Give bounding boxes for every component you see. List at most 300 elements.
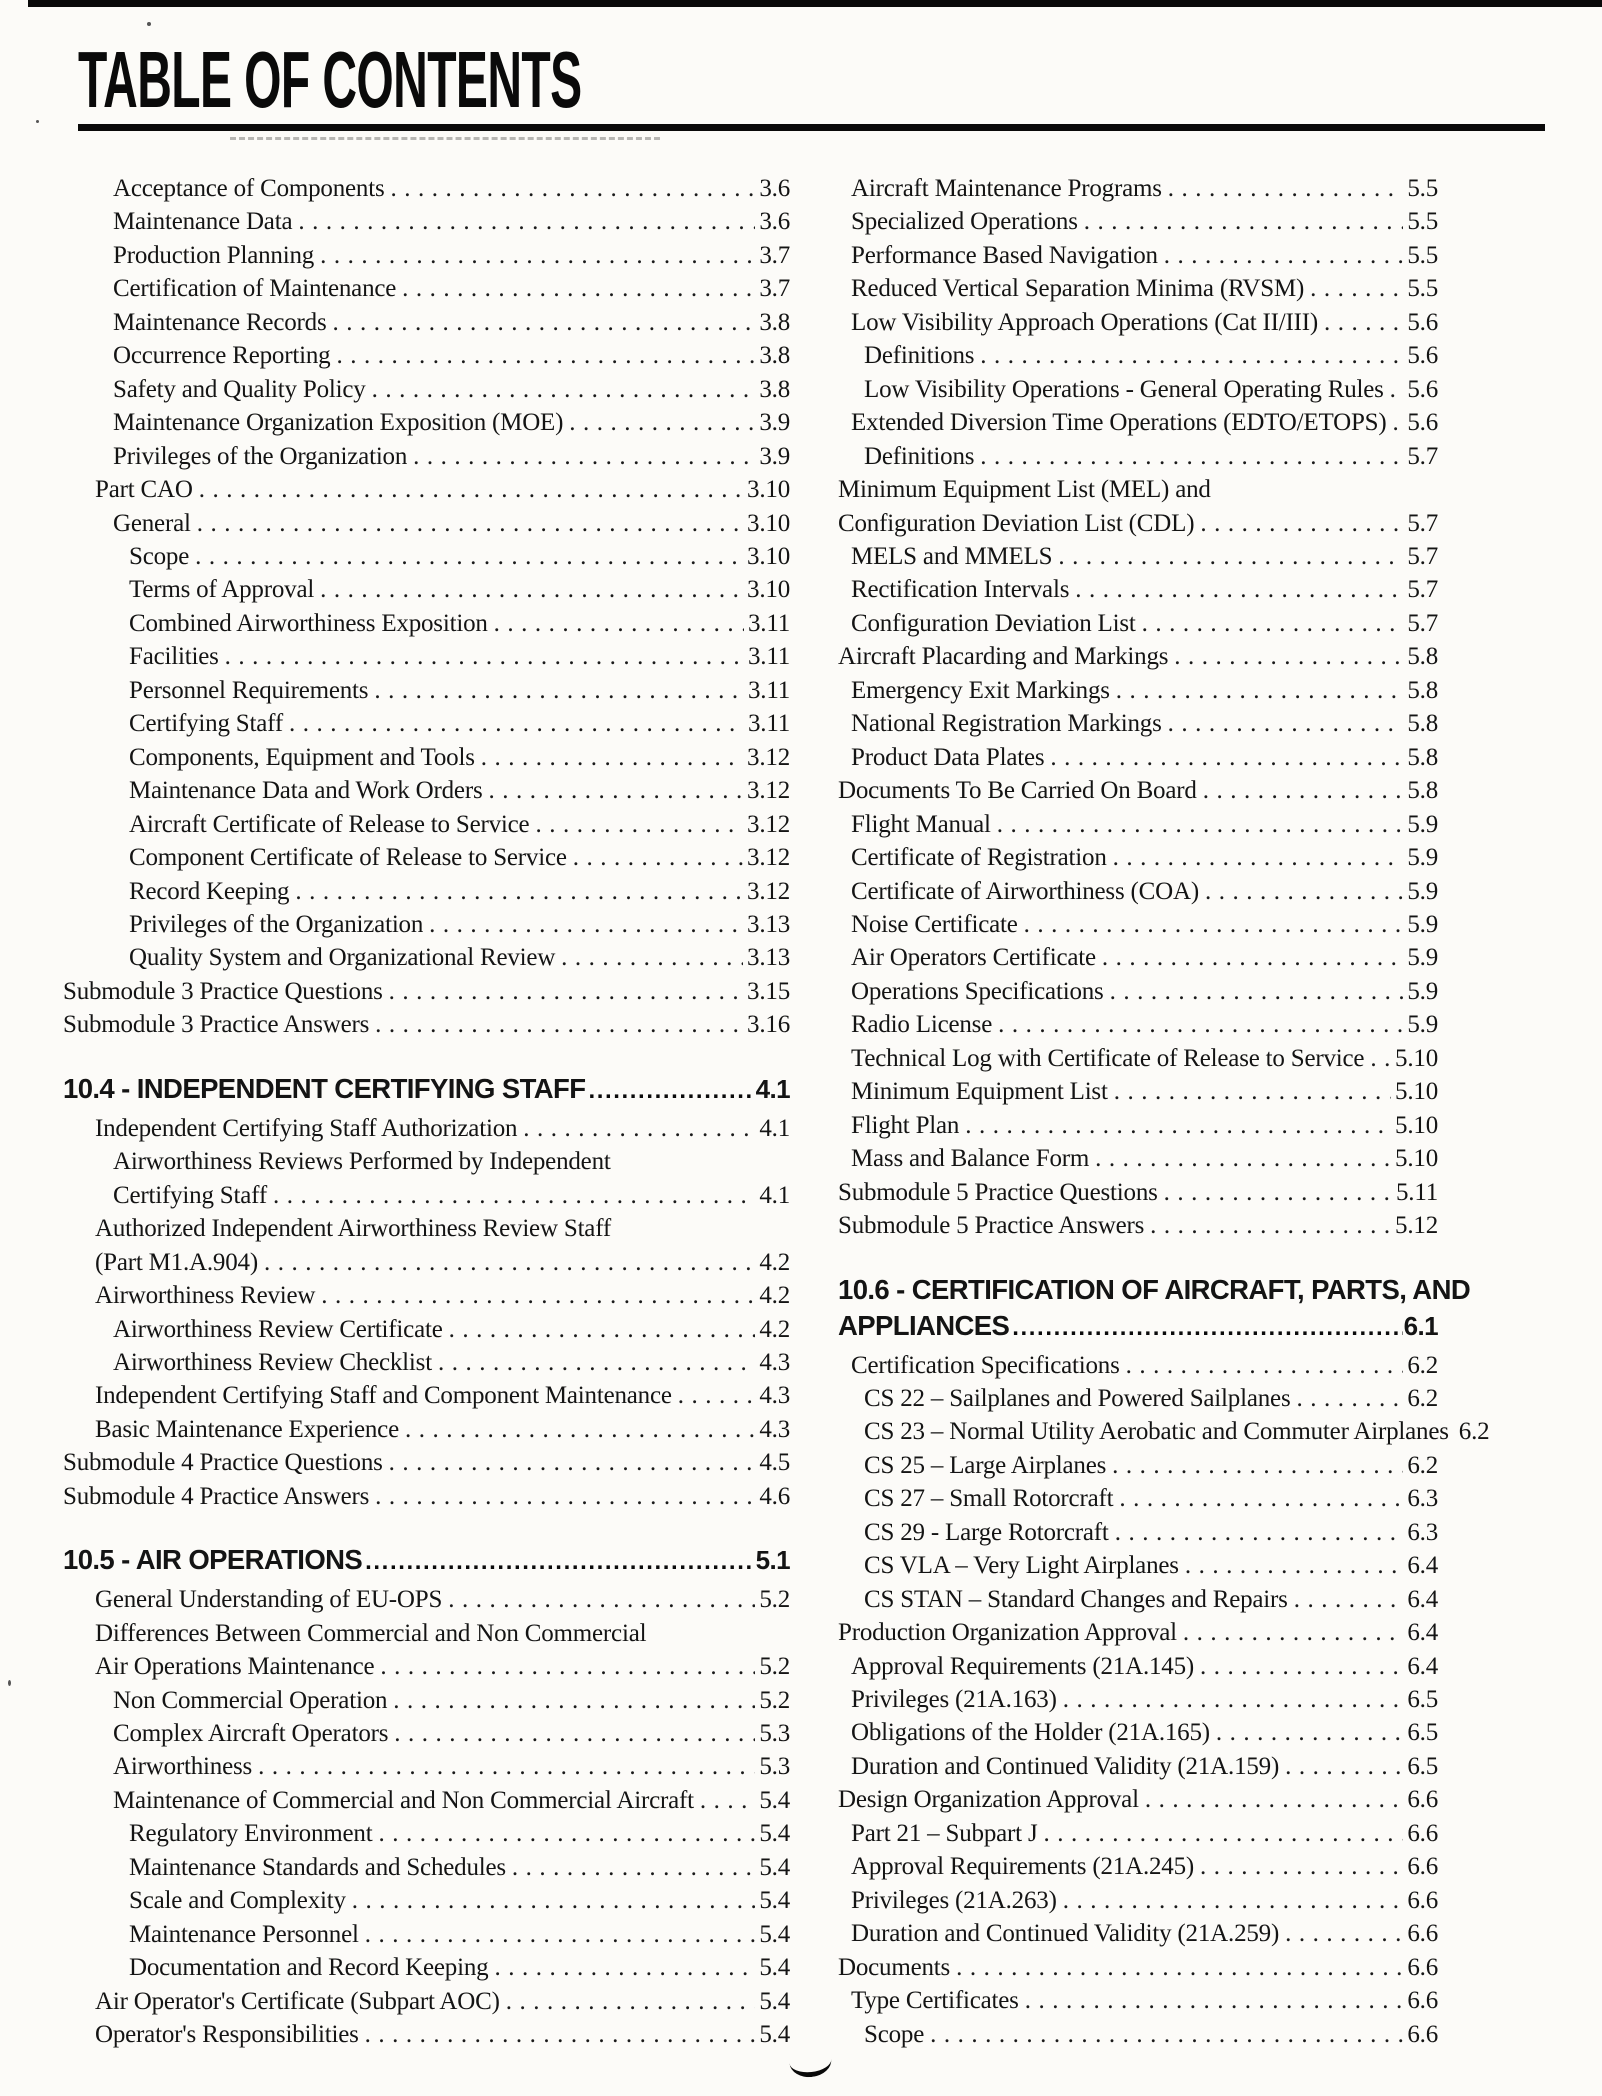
page-number: 3.11 <box>747 710 790 738</box>
toc-entry <box>838 607 1438 640</box>
leader-dots <box>1142 607 1404 640</box>
toc-entry <box>63 1145 790 1178</box>
entry-label: Record Keeping <box>129 877 290 905</box>
toc-entry <box>838 1382 1438 1415</box>
entry-label: Definitions <box>864 442 975 470</box>
entry-label: Airworthiness Reviews Performed by Independent <box>113 1148 611 1176</box>
toc-entry <box>63 205 790 238</box>
leader-dots <box>1200 1650 1403 1683</box>
toc-entry-continuation <box>838 507 1438 540</box>
page-number: 5.4 <box>759 1920 790 1948</box>
title-underline <box>78 124 1545 131</box>
toc-entry <box>63 1717 790 1750</box>
leader-dots <box>1145 1783 1404 1816</box>
leader-dots <box>1012 1308 1402 1346</box>
toc-entry-continuation <box>63 1179 790 1212</box>
toc-entry <box>838 1951 1438 1984</box>
leader-dots <box>336 339 755 372</box>
entry-label: Components, Equipment and Tools <box>129 743 475 771</box>
leader-dots <box>298 205 755 238</box>
leader-dots <box>438 1346 755 1379</box>
entry-label: Noise Certificate <box>851 910 1018 938</box>
toc-entry <box>838 440 1438 473</box>
page-number: 3.7 <box>759 275 790 303</box>
leader-dots <box>375 1008 743 1041</box>
entry-label: Maintenance Data and Work Orders <box>129 777 483 805</box>
toc-entry <box>838 1449 1438 1482</box>
entry-label: Certifying Staff <box>129 710 283 738</box>
entry-label: Privileges of the Organization <box>113 442 408 470</box>
page-number: 5.10 <box>1395 1111 1438 1139</box>
toc-entry <box>63 1784 790 1817</box>
entry-label: Quality System and Organizational Review <box>129 944 556 972</box>
page-title: TABLE OF CONTENTS <box>78 35 582 124</box>
toc-entry <box>63 1379 790 1412</box>
toc-entry <box>63 1750 790 1783</box>
entry-label: Authorized Independent Airworthiness Review Staff <box>95 1215 612 1243</box>
toc-entry <box>838 406 1438 439</box>
entry-label: Specialized Operations <box>851 208 1078 236</box>
leader-dots <box>1168 707 1404 740</box>
entry-label: Independent Certifying Staff Authorization <box>95 1114 518 1142</box>
leader-dots <box>391 172 756 205</box>
entry-label: Production Planning <box>113 241 315 269</box>
entry-label: Submodule 4 Practice Answers <box>63 1482 370 1510</box>
page-number: 5.9 <box>1407 844 1438 872</box>
toc-entry <box>63 607 790 640</box>
entry-label: Air Operator's Certificate (Subpart AOC) <box>95 1987 500 2015</box>
toc-entry <box>838 908 1438 941</box>
entry-label: Acceptance of Components <box>113 175 385 202</box>
toc-entry <box>838 941 1438 974</box>
page-number: 5.2 <box>759 1653 790 1681</box>
leader-dots <box>264 1246 755 1279</box>
leader-dots <box>1285 1750 1403 1783</box>
page-number: 3.9 <box>759 409 790 437</box>
entry-label: Low Visibility Approach Operations (Cat II/III) <box>851 308 1319 336</box>
entry-label: Certification of Maintenance <box>113 275 397 303</box>
page-number: 5.3 <box>759 1720 790 1748</box>
entry-label: Duration and Continued Validity (21A.159) <box>851 1752 1280 1780</box>
toc-entry <box>63 707 790 740</box>
entry-label: Scope <box>129 542 190 570</box>
leader-dots <box>365 1918 756 1951</box>
leader-dots <box>1296 1382 1403 1415</box>
section-heading-line <box>838 1272 1471 1308</box>
toc-entry <box>838 1209 1438 1242</box>
entry-label: (Part M1.A.904) <box>95 1248 258 1276</box>
toc-entry <box>838 1817 1438 1850</box>
page-number: 4.3 <box>759 1382 790 1410</box>
leader-dots <box>1063 1683 1404 1716</box>
leader-dots <box>394 1717 755 1750</box>
page-number: 5.7 <box>1407 542 1438 570</box>
toc-entry <box>838 1984 1438 2017</box>
page-number: 3.8 <box>759 375 790 403</box>
leader-dots <box>1200 507 1403 540</box>
entry-label: Differences Between Commercial and Non Commercial <box>95 1619 647 1647</box>
entry-label: Maintenance of Commercial and Non Commercial Aircraft <box>113 1786 694 1814</box>
leader-dots <box>965 1109 1391 1142</box>
leader-dots <box>295 875 743 908</box>
page-number: 4.2 <box>759 1248 790 1276</box>
leader-dots <box>561 941 743 974</box>
page-number: 6.6 <box>1407 1853 1438 1881</box>
scan-artifact-top-bar <box>28 0 1602 7</box>
leader-dots <box>1390 373 1404 406</box>
toc-entry <box>63 1583 790 1616</box>
leader-dots <box>1392 406 1403 439</box>
toc-entry <box>838 875 1438 908</box>
page-number: 3.10 <box>747 542 790 570</box>
toc-entry <box>838 1142 1438 1175</box>
leader-dots <box>1168 172 1404 205</box>
entry-label: Certificate of Airworthiness (COA) <box>851 877 1199 905</box>
toc-entry <box>838 373 1438 406</box>
entry-label: Aircraft Placarding and Markings <box>838 643 1169 671</box>
page-number: 5.9 <box>1407 977 1438 1005</box>
page-number: 4.5 <box>759 1449 790 1477</box>
page-number: 3.11 <box>747 676 790 704</box>
leader-dots <box>700 1784 755 1817</box>
leader-dots <box>930 2018 1403 2051</box>
scan-artifact-squiggle <box>789 2056 833 2079</box>
page-number: 5.2 <box>759 1686 790 1714</box>
toc-entry <box>838 306 1438 339</box>
entry-label: Low Visibility Operations - General Operating Rules <box>864 375 1384 403</box>
page-number: 5.4 <box>759 1786 790 1814</box>
leader-dots <box>1084 205 1404 238</box>
page-number: 5.1 <box>755 1545 790 1576</box>
page-number: 4.2 <box>759 1282 790 1310</box>
entry-label: Obligations of the Holder (21A.165) <box>851 1719 1210 1747</box>
page-number: 3.16 <box>747 1011 790 1039</box>
entry-label: MELS and MMELS <box>851 542 1053 570</box>
toc-entry <box>838 1109 1438 1142</box>
page-number: 5.4 <box>759 1954 790 1982</box>
leader-dots <box>389 975 743 1008</box>
leader-dots <box>1116 674 1404 707</box>
page-number: 5.4 <box>759 2021 790 2049</box>
leader-dots <box>1050 741 1403 774</box>
leader-dots <box>1112 1449 1403 1482</box>
page-number: 5.3 <box>759 1753 790 1781</box>
toc-entry <box>63 1413 790 1446</box>
toc-entry <box>63 908 790 941</box>
page-number: 5.9 <box>1407 910 1438 938</box>
leader-dots <box>321 1279 755 1312</box>
title-underline-artifact <box>230 137 660 140</box>
toc-entry <box>63 440 790 473</box>
page-number: 3.7 <box>759 241 790 269</box>
toc-entry <box>63 540 790 573</box>
leader-dots <box>332 306 755 339</box>
page-number: 5.6 <box>1407 409 1438 437</box>
page-number: 5.7 <box>1407 609 1438 637</box>
page-number: 3.10 <box>747 476 790 504</box>
entry-label: Maintenance Standards and Schedules <box>129 1853 506 1881</box>
page-number: 5.8 <box>1407 676 1438 704</box>
entry-label: Approval Requirements (21A.145) <box>851 1652 1195 1680</box>
toc-entry <box>63 941 790 974</box>
leader-dots <box>1164 1176 1392 1209</box>
entry-label: Certificate of Registration <box>851 844 1107 872</box>
entry-label: Duration and Continued Validity (21A.259) <box>851 1920 1280 1948</box>
leader-dots <box>389 1446 756 1479</box>
leader-dots <box>1024 908 1404 941</box>
entry-label: Basic Maintenance Experience <box>95 1415 399 1443</box>
page-number: 5.9 <box>1407 1011 1438 1039</box>
toc-entry <box>63 975 790 1008</box>
entry-label: CS STAN – Standard Changes and Repairs <box>864 1585 1288 1613</box>
section-heading-line <box>838 1308 1438 1346</box>
scan-speck <box>36 120 39 123</box>
page-number: 5.4 <box>759 1820 790 1848</box>
entry-label: Maintenance Organization Exposition (MOE) <box>113 409 564 437</box>
entry-label: Documentation and Record Keeping <box>129 1954 489 1982</box>
toc-entry <box>838 1583 1438 1616</box>
entry-label: Mass and Balance Form <box>851 1145 1090 1173</box>
toc-entry <box>838 640 1438 673</box>
toc-entry <box>63 1617 790 1650</box>
leader-dots <box>429 908 743 941</box>
toc-entry-continuation <box>63 1650 790 1683</box>
page-number: 3.13 <box>747 910 790 938</box>
toc-entry <box>838 1750 1438 1783</box>
entry-label: Reduced Vertical Separation Minima (RVSM) <box>851 275 1305 303</box>
leader-dots <box>273 1179 755 1212</box>
page-number: 3.12 <box>747 877 790 905</box>
toc-entry <box>63 306 790 339</box>
toc-entry <box>63 2018 790 2051</box>
page-number: 3.10 <box>747 509 790 537</box>
leader-dots <box>998 1008 1403 1041</box>
toc-entry <box>838 1516 1438 1549</box>
page-number: 5.7 <box>1407 442 1438 470</box>
page-number: 5.10 <box>1395 1044 1438 1072</box>
toc-entry <box>63 741 790 774</box>
entry-label: Configuration Deviation List (CDL) <box>838 509 1195 537</box>
page-number: 3.6 <box>759 208 790 236</box>
leader-dots <box>320 573 743 606</box>
leader-dots <box>199 473 743 506</box>
section-heading <box>63 1542 790 1580</box>
entry-label: Air Operators Certificate <box>851 944 1096 972</box>
leader-dots <box>1200 1850 1403 1883</box>
toc-entry <box>838 172 1438 205</box>
entry-label: Documents <box>838 1953 951 1981</box>
entry-label: Component Certificate of Release to Service <box>129 844 567 872</box>
section-heading <box>838 1272 1471 1346</box>
leader-dots <box>289 707 744 740</box>
entry-label: Maintenance Records <box>113 308 327 336</box>
toc-entry <box>63 1951 790 1984</box>
leader-dots <box>956 1951 1403 1984</box>
toc-entry <box>838 1917 1438 1950</box>
entry-label: Privileges of the Organization <box>129 910 424 938</box>
toc-entry <box>838 540 1438 573</box>
entry-label: Performance Based Navigation <box>851 241 1158 269</box>
toc-entry <box>63 1346 790 1379</box>
entry-label: CS 27 – Small Rotorcraft <box>864 1485 1114 1513</box>
entry-label: Safety and Quality Policy <box>113 375 366 403</box>
toc-entry <box>838 808 1438 841</box>
toc-entry <box>63 1851 790 1884</box>
leader-dots <box>573 841 743 874</box>
toc-entry <box>63 1884 790 1917</box>
leader-dots <box>481 741 743 774</box>
entry-label: Design Organization Approval <box>838 1786 1139 1814</box>
toc-entry <box>838 1850 1438 1883</box>
entry-label: Rectification Intervals <box>851 576 1070 604</box>
leader-dots <box>512 1851 755 1884</box>
leader-dots <box>1063 1884 1404 1917</box>
entry-label: Aircraft Maintenance Programs <box>851 175 1162 202</box>
page-number: 3.8 <box>759 308 790 336</box>
leader-dots <box>378 1817 755 1850</box>
toc-entry <box>838 1549 1438 1582</box>
leader-dots <box>980 339 1403 372</box>
toc-entry <box>838 1176 1438 1209</box>
leader-dots <box>1119 1482 1403 1515</box>
page-number: 3.12 <box>747 844 790 872</box>
entry-label: APPLIANCES <box>838 1309 1010 1341</box>
entry-label: Minimum Equipment List (MEL) and <box>838 476 1211 504</box>
entry-label: Technical Log with Certificate of Release to Service <box>851 1044 1365 1072</box>
leader-dots <box>352 1884 756 1917</box>
page-number: 5.9 <box>1407 877 1438 905</box>
entry-label: Maintenance Data <box>113 208 293 236</box>
entry-label: Privileges (21A.163) <box>851 1686 1057 1714</box>
entry-label: CS VLA – Very Light Airplanes <box>864 1552 1179 1580</box>
page-number: 5.9 <box>1407 944 1438 972</box>
entry-label: Submodule 3 Practice Questions <box>63 977 383 1005</box>
entry-label: Configuration Deviation List <box>851 609 1136 637</box>
leader-dots <box>365 2018 756 2051</box>
page-number: 3.8 <box>759 342 790 370</box>
toc-entry <box>838 1783 1438 1816</box>
page-number: 6.6 <box>1407 1987 1438 2015</box>
page-number: 6.5 <box>1407 1752 1438 1780</box>
entry-label: National Registration Markings <box>851 710 1162 738</box>
leader-dots <box>320 239 755 272</box>
leader-dots <box>1115 1516 1404 1549</box>
leader-dots <box>413 440 755 473</box>
entry-label: Radio License <box>851 1011 993 1039</box>
page-number: 5.10 <box>1395 1145 1438 1173</box>
page-number: 3.6 <box>759 175 790 202</box>
entry-label: General Understanding of EU-OPS <box>95 1586 443 1614</box>
page-number: 3.11 <box>747 609 790 637</box>
leader-dots <box>1174 640 1403 673</box>
toc-entry <box>63 1212 790 1245</box>
page-number: 6.2 <box>1407 1351 1438 1379</box>
page-number: 5.5 <box>1407 275 1438 303</box>
leader-dots <box>195 540 743 573</box>
toc-entry <box>63 640 790 673</box>
entry-label: Scope <box>864 2020 925 2048</box>
leader-dots <box>197 507 743 540</box>
leader-dots <box>393 1684 755 1717</box>
toc-entry <box>838 741 1438 774</box>
entry-label: Part 21 – Subpart J <box>851 1819 1038 1847</box>
leader-dots <box>365 1542 755 1580</box>
toc-entry <box>838 1042 1438 1075</box>
toc-entry <box>838 1415 1490 1448</box>
entry-label: Independent Certifying Staff and Component Maintenance <box>95 1382 672 1410</box>
page-number: 3.12 <box>747 777 790 805</box>
entry-label: CS 23 – Normal Utility Aerobatic and Commuter Airplanes <box>864 1418 1449 1446</box>
page-number: 6.2 <box>1407 1451 1438 1479</box>
toc-entry <box>838 573 1438 606</box>
page-number: 5.6 <box>1407 375 1438 403</box>
leader-dots <box>372 373 756 406</box>
page-number: 6.3 <box>1407 1518 1438 1546</box>
entry-label: Privileges (21A.263) <box>851 1886 1057 1914</box>
entry-label: Product Data Plates <box>851 743 1045 771</box>
entry-label: 10.4 - INDEPENDENT CERTIFYING STAFF <box>63 1072 586 1104</box>
toc-entry <box>838 1683 1438 1716</box>
page-number: 5.11 <box>1395 1178 1438 1206</box>
page-number: 5.8 <box>1407 743 1438 771</box>
leader-dots <box>569 406 755 439</box>
page-number: 6.4 <box>1407 1619 1438 1647</box>
toc-entry <box>838 272 1438 305</box>
entry-label: Submodule 5 Practice Questions <box>838 1178 1158 1206</box>
leader-dots <box>1216 1716 1403 1749</box>
entry-label: Air Operations Maintenance <box>95 1653 375 1681</box>
toc-entry <box>838 1075 1438 1108</box>
toc-entry <box>838 1884 1438 1917</box>
page-number: 6.5 <box>1407 1719 1438 1747</box>
page-number: 5.8 <box>1407 643 1438 671</box>
toc-entry <box>838 841 1438 874</box>
entry-label: Type Certificates <box>851 1987 1019 2015</box>
entry-label: Approval Requirements (21A.245) <box>851 1853 1195 1881</box>
entry-label: Aircraft Certificate of Release to Service <box>129 810 530 838</box>
toc-entry <box>63 1918 790 1951</box>
leader-dots <box>1185 1549 1404 1582</box>
page-number: 5.5 <box>1407 208 1438 236</box>
leader-dots <box>375 1480 755 1513</box>
leader-dots <box>678 1379 756 1412</box>
page-number: 3.9 <box>759 442 790 470</box>
scan-speck <box>147 22 151 26</box>
toc-entry <box>63 1112 790 1145</box>
toc-entry <box>63 507 790 540</box>
page-number: 3.12 <box>747 810 790 838</box>
entry-label: Certifying Staff <box>113 1181 267 1209</box>
leader-dots <box>494 1951 755 1984</box>
page-number: 5.6 <box>1407 308 1438 336</box>
entry-label: Operator's Responsibilities <box>95 2021 359 2049</box>
toc-entry <box>63 774 790 807</box>
page-number: 4.1 <box>755 1073 790 1104</box>
toc-entry <box>838 1716 1438 1749</box>
toc-entry <box>838 674 1438 707</box>
entry-label: Scale and Complexity <box>129 1887 346 1915</box>
toc-entry <box>838 774 1438 807</box>
entry-label: Personnel Requirements <box>129 676 369 704</box>
page-number: 6.2 <box>1458 1418 1490 1446</box>
toc-entry <box>838 1650 1438 1683</box>
leader-dots <box>588 1071 754 1109</box>
leader-dots <box>1370 1042 1391 1075</box>
toc-entry <box>63 1279 790 1312</box>
toc-entry <box>63 1446 790 1479</box>
section-heading-line <box>63 1071 790 1109</box>
toc-entry <box>838 975 1438 1008</box>
